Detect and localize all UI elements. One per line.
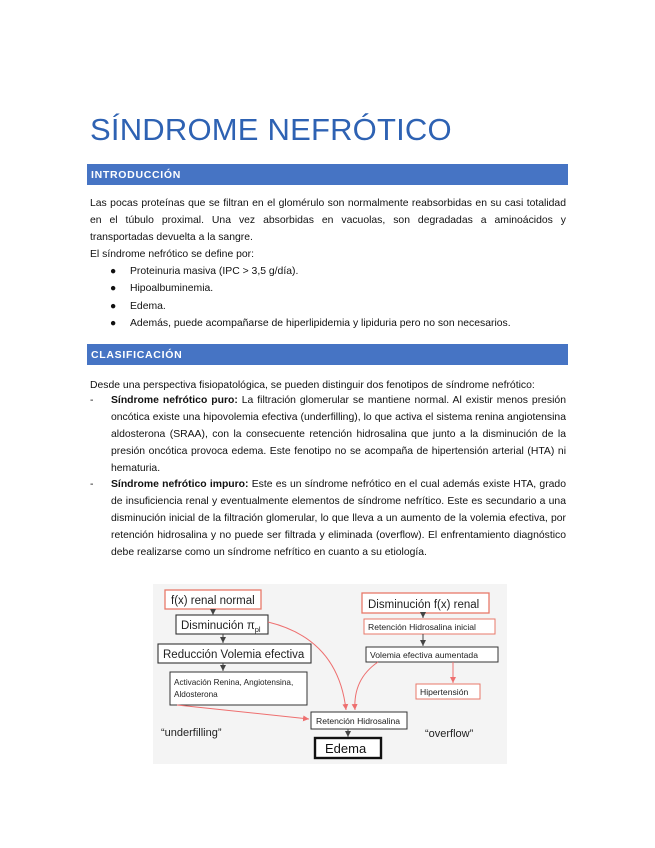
define-line: El síndrome nefrótico se define por:	[90, 249, 255, 260]
bullet-icon: ●	[110, 266, 117, 277]
reduccion-volemia-label: Reducción Volemia efectiva	[163, 649, 305, 661]
phenotype-text: Este es un síndrome nefrótico en el cual además existe HTA, grado de insuficiencia renal y eventualmente elementos de síndrome nefrítico. Este es secundario a una disminución inicial de la filtración glomerular, lo que lleva a un aumento de la volemia efectiva, por retención hidrosalina y no puede ser filtrada y eliminada (overflow). El enfrentamiento diagnóstico debe realizarse como un síndrome nefrítico en cuanto a su etiología.	[111, 479, 566, 558]
pathophysiology-diagram	[153, 584, 507, 764]
section-header-clasificacion: CLASIFICACIÓN	[87, 344, 568, 365]
bullet-icon: ●	[110, 283, 117, 295]
edema-label: Edema	[325, 741, 367, 756]
bullet-icon: ●	[110, 300, 117, 312]
phenotype-term: Síndrome nefrótico impuro:	[111, 479, 249, 490]
bullet-icon: ●	[110, 318, 117, 330]
intro-paragraph: Las pocas proteínas que se filtran en el glomérulo son normalmente reabsorbidas en su casi totalidad en el túbulo proximal. Una vez absorbidas en vacuolas, son degradadas a aminoácidos y transportadas devuelta a la sangre.	[90, 198, 566, 243]
retencion-label: Retención Hidrosalina	[316, 716, 401, 726]
diagram-svg	[153, 584, 507, 764]
list-item: ● Además, puede acompañarse de hiperlipidemia y lipiduria pero no son necesarios.	[90, 315, 511, 332]
fx-normal-label: f(x) renal normal	[171, 595, 255, 607]
section-header-introduccion: INTRODUCCIÓN	[87, 164, 568, 185]
retencion-inicial-label: Retención Hidrosalina inicial	[368, 622, 476, 632]
clasificacion-lead: Desde una perspectiva fisiopatológica, se pueden distinguir dos fenotipos de síndrome nefrótico:	[90, 380, 535, 391]
list-item: ● Edema.	[90, 298, 511, 315]
volemia-aumentada-label: Volemia efectiva aumentada	[370, 650, 478, 660]
dash-marker: -	[90, 395, 94, 406]
arrow	[355, 662, 378, 710]
list-item: ● Proteinuria masiva (IPC > 3,5 g/día).	[90, 263, 511, 280]
phenotype-term: Síndrome nefrótico puro:	[111, 395, 238, 406]
activacion-box	[170, 672, 307, 705]
page-title: SÍNDROME NEFRÓTICO	[90, 112, 452, 147]
dash-marker: -	[90, 479, 94, 490]
disminucion-fx-label: Disminución f(x) renal	[368, 599, 480, 611]
phenotype-puro	[90, 393, 566, 478]
phenotype-impuro	[90, 477, 566, 562]
phenotype-text: La filtración glomerular se mantiene normal. Al existir menos presión oncótica existe una hipovolemia efectiva (underfilling), lo que activa el sistema renina angiotensina aldosterona (SRAA), con la consecuente retención hidrosalina que junto a la disminución de la presión oncótica provoca edema. Este fenotipo no se acompaña de hipertensión arterial (HTA) ni hematuria.	[111, 395, 566, 474]
criteria-list	[90, 263, 511, 333]
underfilling-label: “underfilling”	[161, 727, 222, 739]
arrow	[177, 705, 309, 719]
activacion-line-2: Aldosterona	[174, 690, 218, 699]
hipertension-label: Hipertensión	[420, 687, 469, 697]
activacion-line-1: Activación Renina, Angiotensina,	[174, 678, 294, 687]
list-item: ● Hipoalbuminemia.	[90, 280, 511, 297]
overflow-label: “overflow”	[425, 728, 474, 740]
disminucion-pi-label: Disminución $\pi_{pl}$	[181, 620, 261, 634]
